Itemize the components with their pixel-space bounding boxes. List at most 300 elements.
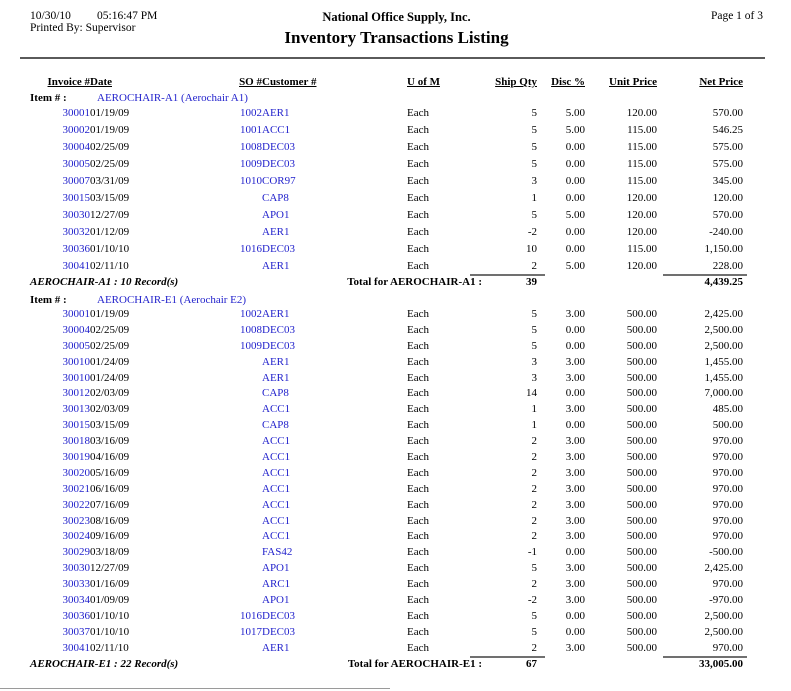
uom-cell: Each: [407, 259, 429, 272]
disc-cell: 0.00: [565, 625, 585, 638]
disc-cell: 3.00: [565, 530, 585, 543]
transaction-row: [30, 560, 743, 576]
disc-cell: 3.00: [565, 514, 585, 527]
print-datetime: [30, 10, 280, 22]
net-price-cell: 970.00: [712, 450, 743, 463]
disc-cell: 0.00: [565, 323, 585, 336]
customer-link[interactable]: APO1: [262, 562, 290, 575]
item-header-cell: [30, 290, 743, 306]
date-cell: 01/19/09: [90, 307, 130, 320]
uom-cell: Each: [407, 435, 429, 448]
so-link[interactable]: 1016: [240, 242, 262, 255]
uom-cell: Each: [407, 339, 429, 352]
section-total-label: Total for AEROCHAIR-E1 :: [347, 657, 482, 670]
disc-cell: 0.00: [565, 419, 585, 432]
so-link: [206, 257, 262, 274]
net-price-cell: 575.00: [712, 157, 743, 170]
transaction-row: [30, 576, 743, 592]
unit-price-cell: 500.00: [626, 435, 657, 448]
date-cell: 02/11/10: [90, 641, 129, 654]
date-cell: 04/16/09: [90, 450, 130, 463]
date-cell: 01/24/09: [90, 371, 130, 384]
so-link: [206, 592, 262, 608]
date-cell: 12/27/09: [90, 562, 130, 575]
disc-cell: 0.00: [565, 174, 585, 187]
net-price-cell: 500.00: [712, 419, 743, 432]
uom-cell: Each: [407, 355, 429, 368]
disc-cell: 3.00: [565, 355, 585, 368]
uom-cell: Each: [407, 371, 429, 384]
transaction-row: [30, 385, 743, 401]
so-link: [206, 206, 262, 223]
net-price-cell: 1,455.00: [704, 371, 743, 384]
uom-cell: Each: [407, 157, 429, 170]
invoice-link[interactable]: 30022: [62, 498, 90, 511]
transaction-row: [30, 624, 743, 640]
customer-link[interactable]: APO1: [262, 208, 290, 221]
net-price-cell: 970.00: [712, 578, 743, 591]
invoice-link[interactable]: 30036: [62, 609, 90, 622]
customer-link[interactable]: FAS42: [262, 546, 293, 559]
unit-price-cell: 115.00: [627, 242, 657, 255]
unit-price-cell: 500.00: [626, 562, 657, 575]
customer-link[interactable]: DEC03: [262, 157, 295, 170]
unit-price-cell: 500.00: [626, 339, 657, 352]
customer-link[interactable]: ARC1: [262, 578, 291, 591]
so-link: [206, 223, 262, 240]
so-link: [206, 433, 262, 449]
invoice-link[interactable]: 30012: [62, 387, 90, 400]
net-price-cell: 2,500.00: [704, 609, 743, 622]
transaction-row: [30, 155, 743, 172]
customer-link[interactable]: ACC1: [262, 482, 291, 495]
transaction-row: [30, 223, 743, 240]
so-link: [206, 370, 262, 386]
invoice-link[interactable]: 30032: [62, 225, 90, 238]
uom-cell: Each: [407, 387, 429, 400]
so-link[interactable]: 1008: [240, 323, 262, 336]
ship-qty-cell: 2: [531, 259, 537, 272]
report-header-line1: [0, 0, 791, 24]
disc-cell: 0.00: [565, 339, 585, 352]
disc-cell: 3.00: [565, 482, 585, 495]
customer-link[interactable]: ACC1: [262, 435, 291, 448]
transaction-row: [30, 592, 743, 608]
disc-cell: 0.00: [565, 387, 585, 400]
ship-qty-cell: 2: [531, 435, 537, 448]
ship-qty-cell: 2: [531, 514, 537, 527]
col-header-disc: Disc %: [551, 76, 585, 88]
col-header-uom: U of M: [407, 76, 440, 88]
net-price-cell: 120.00: [712, 191, 743, 204]
col-header-net-price: Net Price: [699, 76, 743, 88]
so-link[interactable]: 1009: [240, 339, 262, 352]
item-number-label: Item # :: [30, 92, 67, 104]
unit-price-cell: 120.00: [626, 225, 657, 238]
invoice-link[interactable]: 30036: [62, 242, 90, 255]
ship-qty-cell: 3: [531, 355, 537, 368]
total-net-price: 33,005.00: [657, 656, 743, 672]
invoice-link[interactable]: 30002: [62, 123, 90, 136]
page-number: Page 1 of 3: [710, 10, 763, 22]
transactions-table: [30, 59, 743, 672]
so-link[interactable]: 1001: [240, 123, 262, 136]
date-cell: 01/16/09: [90, 578, 130, 591]
customer-link[interactable]: ACC1: [262, 123, 291, 136]
customer-link[interactable]: AER1: [262, 641, 290, 654]
net-price-cell: 2,500.00: [704, 323, 743, 336]
unit-price-cell: 500.00: [626, 482, 657, 495]
so-link[interactable]: 1017: [240, 625, 262, 638]
transaction-row: [30, 417, 743, 433]
transaction-row: [30, 513, 743, 529]
uom-cell: Each: [407, 242, 429, 255]
transaction-row: [30, 640, 743, 656]
customer-link[interactable]: AER1: [262, 355, 290, 368]
uom-cell: Each: [407, 546, 429, 559]
uom-cell: Each: [407, 514, 429, 527]
invoice-link[interactable]: 30015: [62, 191, 90, 204]
col-header-unit-price: Unit Price: [609, 76, 657, 88]
net-price-cell: -970.00: [709, 593, 743, 606]
ship-qty-cell: 5: [531, 106, 537, 119]
date-cell: 03/16/09: [90, 435, 130, 448]
so-link: [206, 513, 262, 529]
disc-cell: 3.00: [565, 450, 585, 463]
ship-qty-cell: 5: [531, 609, 537, 622]
net-price-cell: 575.00: [712, 140, 743, 153]
customer-link[interactable]: ACC1: [262, 466, 291, 479]
net-price-cell: 345.00: [712, 174, 743, 187]
uom-cell: Each: [407, 578, 429, 591]
unit-price-cell: 500.00: [626, 530, 657, 543]
so-link: [206, 528, 262, 544]
so-link[interactable]: 1002: [240, 106, 262, 119]
customer-link[interactable]: DEC03: [262, 323, 295, 336]
transaction-row: [30, 528, 743, 544]
transaction-row: [30, 206, 743, 223]
so-link[interactable]: 1010: [240, 174, 262, 187]
transaction-row: [30, 370, 743, 386]
item-name-link[interactable]: AEROCHAIR-E1 (Aerochair E2): [97, 294, 247, 306]
so-link: [206, 544, 262, 560]
invoice-link[interactable]: 30004: [62, 140, 90, 153]
invoice-link[interactable]: 30021: [62, 482, 90, 495]
net-price-cell: 970.00: [712, 482, 743, 495]
ship-qty-cell: 2: [531, 450, 537, 463]
ship-qty-cell: 5: [531, 140, 537, 153]
so-link[interactable]: 1002: [240, 307, 262, 320]
bottom-edge-line: [0, 688, 390, 689]
invoice-link[interactable]: 30037: [62, 625, 90, 638]
date-cell: 01/10/10: [90, 625, 130, 638]
invoice-link[interactable]: 30023: [62, 514, 90, 527]
customer-link[interactable]: AER1: [262, 259, 290, 272]
ship-qty-cell: 5: [531, 625, 537, 638]
date-cell: 01/09/09: [90, 593, 130, 606]
ship-qty-cell: 2: [531, 466, 537, 479]
disc-cell: 0.00: [565, 546, 585, 559]
unit-price-cell: 500.00: [626, 387, 657, 400]
uom-cell: Each: [407, 208, 429, 221]
so-link[interactable]: 1008: [240, 140, 262, 153]
unit-price-cell: 120.00: [626, 259, 657, 272]
customer-link[interactable]: COR97: [262, 174, 296, 187]
so-link[interactable]: 1009: [240, 157, 262, 170]
customer-link[interactable]: DEC03: [262, 625, 295, 638]
net-price-cell: 1,150.00: [704, 242, 743, 255]
transaction-row: [30, 257, 743, 274]
date-cell: 05/16/09: [90, 466, 130, 479]
customer-link[interactable]: DEC03: [262, 242, 295, 255]
invoice-link[interactable]: 30034: [62, 593, 90, 606]
date-cell: 02/03/09: [90, 387, 130, 400]
unit-price-cell: 120.00: [626, 106, 657, 119]
customer-link[interactable]: DEC03: [262, 609, 295, 622]
unit-price-cell: 500.00: [626, 355, 657, 368]
transaction-row: [30, 240, 743, 257]
col-header-customer: Customer #: [262, 76, 317, 88]
uom-cell: Each: [407, 191, 429, 204]
transaction-row: [30, 401, 743, 417]
ship-qty-cell: -2: [527, 225, 537, 238]
invoice-link[interactable]: 30001: [62, 106, 90, 119]
so-link: [206, 189, 262, 206]
so-link: [206, 449, 262, 465]
transaction-row: [30, 354, 743, 370]
disc-cell: 3.00: [565, 641, 585, 654]
net-price-cell: 2,500.00: [704, 625, 743, 638]
customer-link[interactable]: AER1: [262, 371, 290, 384]
net-price-cell: -240.00: [709, 225, 743, 238]
item-header-cell: [30, 88, 743, 104]
date-cell: 01/24/09: [90, 355, 130, 368]
section-total-label: Total for AEROCHAIR-A1 :: [347, 276, 482, 288]
customer-link[interactable]: CAP8: [262, 419, 289, 432]
so-link: [206, 417, 262, 433]
net-price-cell: 7,000.00: [704, 387, 743, 400]
invoice-link[interactable]: 30041: [62, 259, 90, 272]
uom-cell: Each: [407, 225, 429, 238]
customer-link[interactable]: AER1: [262, 225, 290, 238]
invoice-link[interactable]: 30015: [62, 419, 90, 432]
invoice-link[interactable]: 30010: [62, 355, 90, 368]
date-cell: 06/16/09: [90, 482, 130, 495]
transaction-row: [30, 449, 743, 465]
customer-link[interactable]: AER1: [262, 106, 290, 119]
unit-price-cell: 120.00: [626, 191, 657, 204]
date-cell: 02/25/09: [90, 157, 130, 170]
disc-cell: 3.00: [565, 371, 585, 384]
date-cell: 01/12/09: [90, 225, 130, 238]
disc-cell: 3.00: [565, 307, 585, 320]
uom-cell: Each: [407, 562, 429, 575]
unit-price-cell: 500.00: [626, 323, 657, 336]
so-link: [206, 560, 262, 576]
uom-cell: Each: [407, 450, 429, 463]
transaction-row: [30, 138, 743, 155]
ship-qty-cell: 1: [531, 419, 537, 432]
customer-link[interactable]: ACC1: [262, 450, 291, 463]
ship-qty-cell: 2: [531, 530, 537, 543]
uom-cell: Each: [407, 140, 429, 153]
net-price-cell: 970.00: [712, 498, 743, 511]
so-link: [206, 354, 262, 370]
customer-link[interactable]: AER1: [262, 307, 290, 320]
unit-price-cell: 500.00: [626, 609, 657, 622]
invoice-link[interactable]: 30005: [62, 339, 90, 352]
transaction-row: [30, 608, 743, 624]
empty-cell: [537, 274, 585, 290]
unit-price-cell: 115.00: [627, 174, 657, 187]
ship-qty-cell: 5: [531, 562, 537, 575]
net-price-cell: 570.00: [712, 106, 743, 119]
record-count-summary: AEROCHAIR-A1 : 10 Record(s): [30, 276, 179, 288]
unit-price-cell: 500.00: [626, 498, 657, 511]
ship-qty-cell: 2: [531, 482, 537, 495]
disc-cell: 0.00: [565, 157, 585, 170]
transaction-row: [30, 306, 743, 322]
col-header-invoice: Invoice #: [47, 76, 90, 88]
ship-qty-cell: -2: [527, 593, 537, 606]
date-cell: 03/31/09: [90, 174, 130, 187]
column-header-row: [30, 59, 743, 88]
invoice-link[interactable]: 30029: [62, 546, 90, 559]
uom-cell: Each: [407, 123, 429, 136]
customer-link[interactable]: DEC03: [262, 339, 295, 352]
disc-cell: 3.00: [565, 562, 585, 575]
customer-link[interactable]: ACC1: [262, 498, 291, 511]
date-cell: 02/11/10: [90, 259, 129, 272]
invoice-link[interactable]: 30019: [62, 450, 90, 463]
customer-link[interactable]: ACC1: [262, 514, 291, 527]
uom-cell: Each: [407, 307, 429, 320]
item-name-link[interactable]: AEROCHAIR-A1 (Aerochair A1): [97, 92, 248, 104]
empty-cell: [537, 656, 585, 672]
report-title: Inventory Transactions Listing: [284, 28, 509, 47]
transaction-row: [30, 121, 743, 138]
net-price-cell: 570.00: [712, 208, 743, 221]
disc-cell: 3.00: [565, 593, 585, 606]
transaction-row: [30, 433, 743, 449]
so-link: [206, 497, 262, 513]
transaction-row: [30, 172, 743, 189]
customer-link[interactable]: DEC03: [262, 140, 295, 153]
ship-qty-cell: 14: [526, 387, 537, 400]
date-cell: 02/25/09: [90, 140, 130, 153]
disc-cell: 0.00: [565, 191, 585, 204]
date-cell: 03/15/09: [90, 419, 130, 432]
total-net-price: 4,439.25: [657, 274, 743, 290]
customer-link[interactable]: ACC1: [262, 403, 291, 416]
unit-price-cell: 500.00: [626, 514, 657, 527]
invoice-link[interactable]: 30005: [62, 157, 90, 170]
section-total-row: [30, 274, 743, 290]
table-header: [30, 59, 743, 88]
unit-price-cell: 500.00: [626, 466, 657, 479]
date-cell: 01/19/09: [90, 106, 130, 119]
ship-qty-cell: 5: [531, 208, 537, 221]
col-header-ship-qty: Ship Qty: [495, 76, 537, 88]
invoice-link[interactable]: 30030: [62, 562, 90, 575]
date-cell: 02/03/09: [90, 403, 130, 416]
company-name: National Office Supply, Inc.: [322, 10, 471, 24]
net-price-cell: 2,425.00: [704, 562, 743, 575]
uom-cell: Each: [407, 419, 429, 432]
invoice-link[interactable]: 30033: [62, 578, 90, 591]
disc-cell: 5.00: [565, 259, 585, 272]
date-cell: 12/27/09: [90, 208, 130, 221]
ship-qty-cell: 3: [531, 174, 537, 187]
col-header-date: Date: [90, 76, 112, 88]
customer-link[interactable]: CAP8: [262, 191, 289, 204]
empty-cell: [585, 274, 657, 290]
invoice-link[interactable]: 30020: [62, 466, 90, 479]
ship-qty-cell: 5: [531, 323, 537, 336]
section-total-row: [30, 656, 743, 672]
date-cell: 03/18/09: [90, 546, 130, 559]
invoice-link[interactable]: 30024: [62, 530, 90, 543]
invoice-link[interactable]: 30001: [62, 307, 90, 320]
ship-qty-cell: 10: [526, 242, 537, 255]
uom-cell: Each: [407, 530, 429, 543]
uom-cell: Each: [407, 498, 429, 511]
so-link: [206, 576, 262, 592]
unit-price-cell: 115.00: [627, 123, 657, 136]
invoice-link[interactable]: 30010: [62, 371, 90, 384]
invoice-link[interactable]: 30018: [62, 435, 90, 448]
unit-price-cell: 500.00: [626, 450, 657, 463]
date-cell: 01/10/10: [90, 609, 130, 622]
customer-link[interactable]: APO1: [262, 593, 290, 606]
unit-price-cell: 500.00: [626, 307, 657, 320]
net-price-cell: 1,455.00: [704, 355, 743, 368]
total-ship-qty: 67: [482, 656, 537, 672]
unit-price-cell: 500.00: [626, 578, 657, 591]
unit-price-cell: 120.00: [626, 208, 657, 221]
net-price-cell: 970.00: [712, 641, 743, 654]
so-link[interactable]: 1016: [240, 609, 262, 622]
so-link: [206, 385, 262, 401]
invoice-link[interactable]: 30030: [62, 208, 90, 221]
customer-link[interactable]: ACC1: [262, 530, 291, 543]
unit-price-cell: 500.00: [626, 403, 657, 416]
uom-cell: Each: [407, 625, 429, 638]
net-price-cell: 970.00: [712, 530, 743, 543]
disc-cell: 0.00: [565, 140, 585, 153]
disc-cell: 5.00: [565, 208, 585, 221]
ship-qty-cell: -1: [527, 546, 537, 559]
customer-link[interactable]: CAP8: [262, 387, 289, 400]
uom-cell: Each: [407, 593, 429, 606]
ship-qty-cell: 5: [531, 157, 537, 170]
transaction-row: [30, 338, 743, 354]
invoice-link[interactable]: 30007: [62, 174, 90, 187]
invoice-link[interactable]: 30041: [62, 641, 90, 654]
unit-price-cell: 500.00: [626, 641, 657, 654]
so-link: [206, 465, 262, 481]
unit-price-cell: 500.00: [626, 593, 657, 606]
item-header-row: [30, 88, 743, 104]
net-price-cell: -500.00: [709, 546, 743, 559]
transaction-row: [30, 481, 743, 497]
invoice-link[interactable]: 30013: [62, 403, 90, 416]
invoice-link[interactable]: 30004: [62, 323, 90, 336]
date-cell: 01/10/10: [90, 242, 130, 255]
uom-cell: Each: [407, 641, 429, 654]
item-header-row: [30, 290, 743, 306]
uom-cell: Each: [407, 466, 429, 479]
